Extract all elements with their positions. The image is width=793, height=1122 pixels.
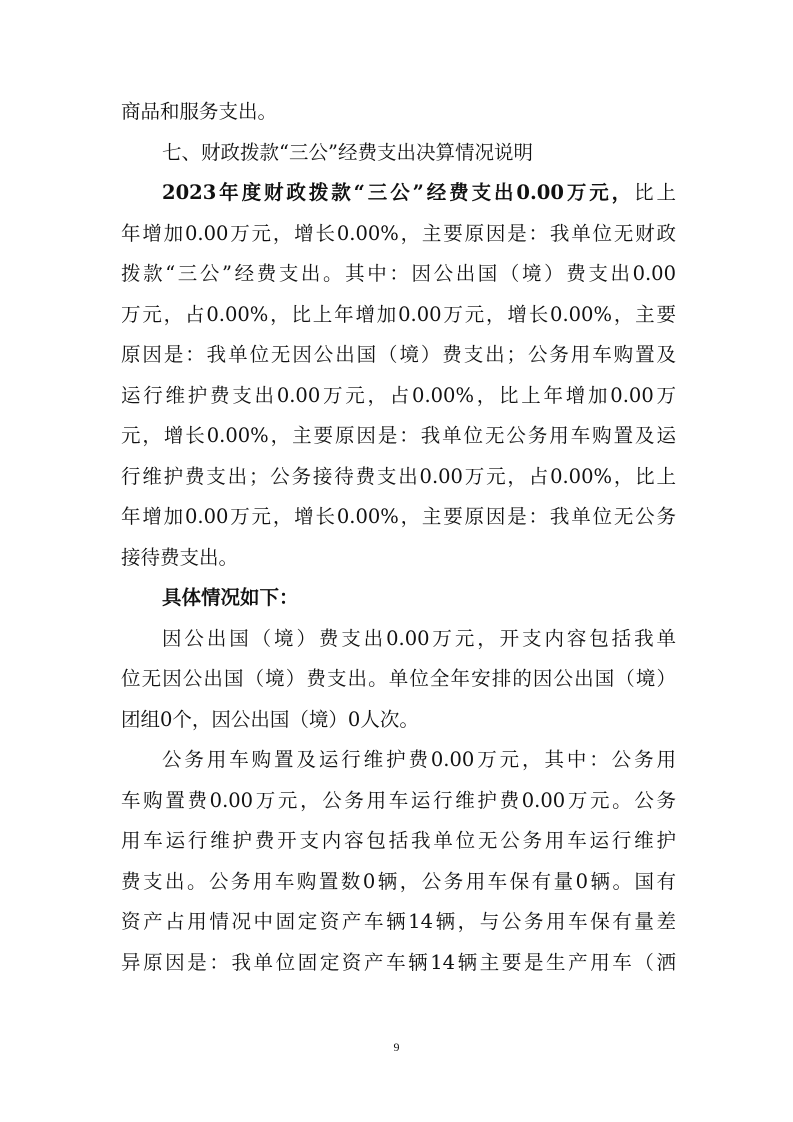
text-line: 年增加0.00万元，增长0.00%，主要原因是：我单位无财政: [121, 221, 676, 245]
text-line: 费支出。公务用车购置数0辆，公务用车保有量0辆。国有: [121, 869, 676, 893]
text-line: 万元，占0.00%，比上年增加0.00万元，增长0.00%，主要: [121, 302, 676, 326]
text-line: 商品和服务支出。: [121, 100, 278, 123]
text-line: 行维护费支出；公务接待费支出0.00万元，占0.00%，比上: [121, 464, 676, 488]
text-line: 具体情况如下：: [162, 586, 299, 609]
bold-lead-text: 2023年度财政拨款“三公”经费支出0.00万元，: [162, 181, 635, 204]
text-line: 拨款“三公”经费支出。其中：因公出国（境）费支出0.00: [121, 262, 676, 285]
text-line: 接待费支出。: [121, 545, 239, 569]
text-line: 团组0个，因公出国（境）0人次。: [121, 707, 419, 731]
text-line: 公务用车购置及运行维护费0.00万元，其中：公务用: [162, 748, 676, 771]
text-line: 原因是：我单位无因公出国（境）费支出；公务用车购置及: [121, 343, 676, 366]
text-line: 异原因是：我单位固定资产车辆14辆主要是生产用车（洒: [121, 950, 676, 974]
text-line: 元，增长0.00%，主要原因是：我单位无公务用车购置及运: [121, 424, 676, 447]
text-line: 七、财政拨款“三公”经费支出决算情况说明: [162, 140, 533, 164]
text-line: 用车运行维护费开支内容包括我单位无公务用车运行维护: [121, 829, 676, 852]
text-line: [162, 181, 676, 205]
page-number: 9: [393, 1040, 400, 1054]
trailing-text: 比上: [634, 181, 676, 204]
text-line: 资产占用情况中固定资产车辆14辆，与公务用车保有量差: [121, 910, 676, 933]
text-line: 车购置费0.00万元，公务用车运行维护费0.00万元。公务: [121, 788, 676, 812]
text-line: 运行维护费支出0.00万元，占0.00%，比上年增加0.00万: [121, 383, 676, 407]
text-line: 年增加0.00万元，增长0.00%，主要原因是：我单位无公务: [121, 505, 676, 528]
text-line: 位无因公出国（境）费支出。单位全年安排的因公出国（境）: [121, 667, 676, 690]
text-line: 因公出国（境）费支出0.00万元，开支内容包括我单: [162, 626, 676, 650]
